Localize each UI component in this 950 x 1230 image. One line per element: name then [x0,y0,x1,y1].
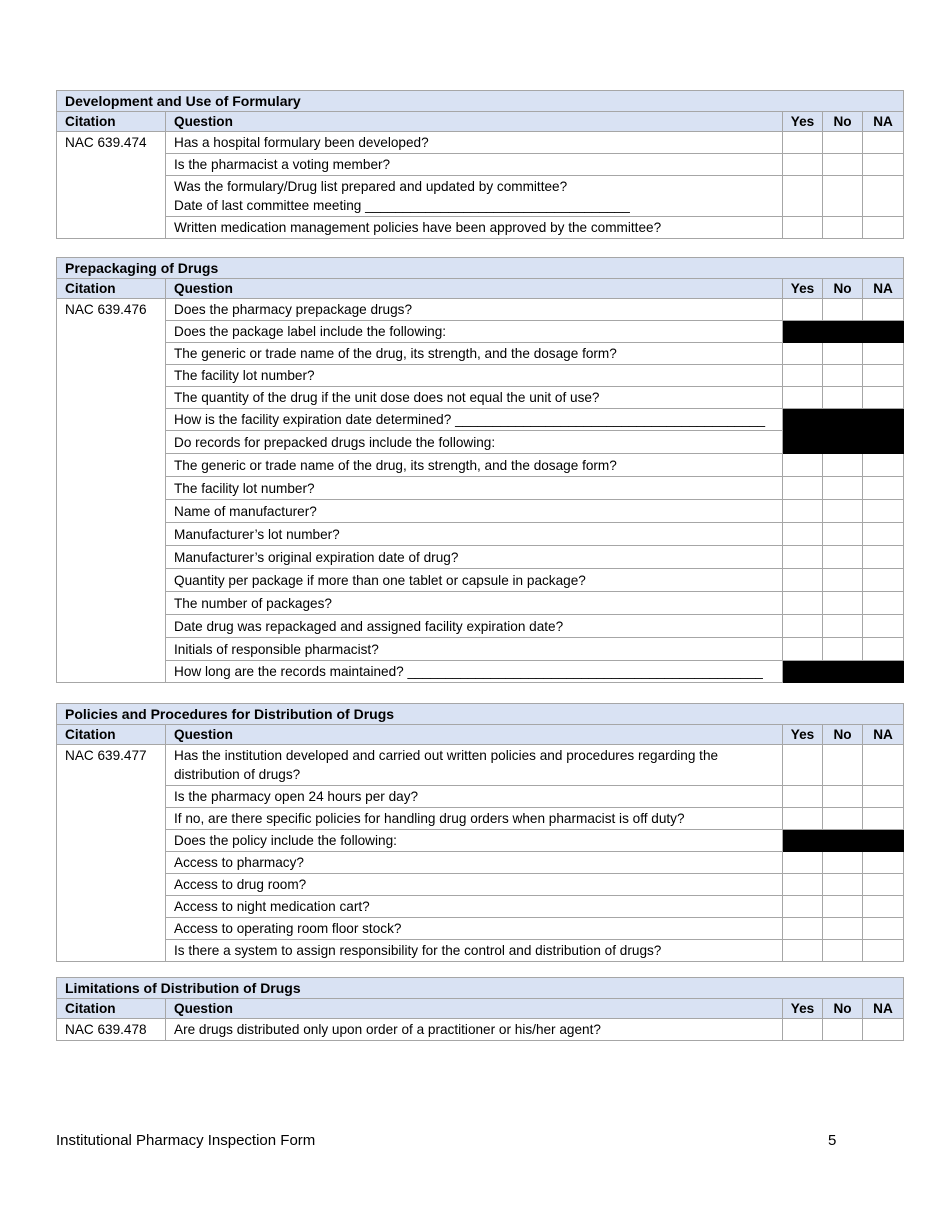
na-cell[interactable] [863,523,904,546]
no-header: No [823,999,863,1019]
no-cell[interactable] [823,523,863,546]
question-row [57,940,904,962]
na-cell[interactable] [863,176,904,217]
no-cell[interactable] [823,454,863,477]
na-cell[interactable] [863,940,904,962]
question: Access to drug room? [166,874,783,896]
question-row [57,523,904,546]
question: Does the pharmacy prepackage drugs? [166,299,783,321]
no-cell[interactable] [823,365,863,387]
question-header: Question [166,999,783,1019]
na-header: NA [863,279,904,299]
yes-header: Yes [783,279,823,299]
question: Access to night medication cart? [166,896,783,918]
yes-cell[interactable] [783,546,823,569]
citation: NAC 639.477 [57,745,166,962]
yes-cell[interactable] [783,299,823,321]
question-row [57,299,904,321]
no-cell[interactable] [823,638,863,661]
no-header: No [823,725,863,745]
yes-cell[interactable] [783,454,823,477]
question-line: Was the formulary/Drug list prepared and updated by committee? [174,179,568,194]
section-title: Development and Use of Formulary [57,91,904,112]
na-cell[interactable] [863,918,904,940]
citation-header: Citation [57,279,166,299]
no-cell[interactable] [823,918,863,940]
blocked-cell [863,409,904,431]
yes-cell[interactable] [783,852,823,874]
question-row [57,896,904,918]
no-cell[interactable] [823,745,863,786]
yes-cell[interactable] [783,176,823,217]
question: Does the package label include the following: [166,321,783,343]
question: If no, are there specific policies for handling drug orders when pharmacist is off duty? [166,808,783,830]
no-cell[interactable] [823,808,863,830]
question-row [57,661,904,683]
question: The quantity of the drug if the unit dose does not equal the unit of use? [166,387,783,409]
na-cell[interactable] [863,786,904,808]
na-cell[interactable] [863,808,904,830]
na-cell[interactable] [863,217,904,239]
yes-cell[interactable] [783,217,823,239]
na-cell[interactable] [863,299,904,321]
yes-cell[interactable] [783,523,823,546]
no-cell[interactable] [823,615,863,638]
yes-cell[interactable] [783,365,823,387]
na-cell[interactable] [863,454,904,477]
question-row [57,343,904,365]
yes-cell[interactable] [783,592,823,615]
yes-cell[interactable] [783,874,823,896]
no-cell[interactable] [823,299,863,321]
question-row [57,592,904,615]
section-title: Policies and Procedures for Distribution of Drugs [57,704,904,725]
no-cell[interactable] [823,786,863,808]
yes-cell[interactable] [783,132,823,154]
na-cell[interactable] [863,896,904,918]
question-row [57,918,904,940]
na-header: NA [863,112,904,132]
question: Initials of responsible pharmacist? [166,638,783,661]
na-header: NA [863,725,904,745]
question-row [57,638,904,661]
question-row [57,454,904,477]
question: Does the policy include the following: [166,830,783,852]
question: Manufacturer’s original expiration date of drug? [166,546,783,569]
no-cell[interactable] [823,1019,863,1041]
question: The generic or trade name of the drug, its strength, and the dosage form? [166,454,783,477]
question-row [57,615,904,638]
question-row [57,830,904,852]
question-row [57,431,904,454]
question: Written medication management policies have been approved by the committee? [166,217,783,239]
no-cell[interactable] [823,132,863,154]
footer-form-name: Institutional Pharmacy Inspection Form [56,1132,316,1149]
section-title: Prepackaging of Drugs [57,258,904,279]
question [166,176,783,217]
na-cell[interactable] [863,569,904,592]
yes-cell[interactable] [783,387,823,409]
question-header: Question [166,725,783,745]
citation: NAC 639.474 [57,132,166,239]
no-cell[interactable] [823,896,863,918]
question-row [57,500,904,523]
blocked-cell [823,409,863,431]
yes-cell[interactable] [783,940,823,962]
yes-cell[interactable] [783,615,823,638]
question: Access to pharmacy? [166,852,783,874]
question: The generic or trade name of the drug, its strength, and the dosage form? [166,343,783,365]
blocked-cell [823,830,863,852]
no-cell[interactable] [823,940,863,962]
yes-cell[interactable] [783,569,823,592]
no-cell[interactable] [823,569,863,592]
na-cell[interactable] [863,1019,904,1041]
question: Date drug was repackaged and assigned facility expiration date? [166,615,783,638]
no-cell[interactable] [823,852,863,874]
question-row [57,786,904,808]
citation-header: Citation [57,999,166,1019]
section-title: Limitations of Distribution of Drugs [57,978,904,999]
question: The number of packages? [166,592,783,615]
question-header: Question [166,279,783,299]
yes-header: Yes [783,112,823,132]
yes-cell[interactable] [783,918,823,940]
blocked-cell [783,830,823,852]
question-line: Date of last committee meeting ___________________________________ [174,198,630,213]
question-row [57,387,904,409]
citation-header: Citation [57,725,166,745]
question-row [57,745,904,786]
no-header: No [823,279,863,299]
na-cell[interactable] [863,592,904,615]
no-cell[interactable] [823,343,863,365]
na-cell[interactable] [863,745,904,786]
na-cell[interactable] [863,132,904,154]
blocked-cell [863,321,904,343]
na-cell[interactable] [863,546,904,569]
question: Is there a system to assign responsibility for the control and distribution of drugs? [166,940,783,962]
blocked-cell [863,661,904,683]
na-cell[interactable] [863,615,904,638]
question-row [57,409,904,431]
question: Is the pharmacist a voting member? [166,154,783,176]
blocked-cell [863,830,904,852]
question: Quantity per package if more than one tablet or capsule in package? [166,569,783,592]
na-cell[interactable] [863,154,904,176]
no-cell[interactable] [823,874,863,896]
yes-cell[interactable] [783,786,823,808]
na-cell[interactable] [863,852,904,874]
question-row [57,365,904,387]
na-cell[interactable] [863,365,904,387]
yes-cell[interactable] [783,500,823,523]
question: How is the facility expiration date determined? _________________________________________ [166,409,783,431]
yes-cell[interactable] [783,745,823,786]
na-header: NA [863,999,904,1019]
distribution-table [56,703,904,962]
na-cell[interactable] [863,500,904,523]
citation: NAC 639.476 [57,299,166,683]
blocked-cell [783,321,823,343]
no-cell[interactable] [823,546,863,569]
yes-cell[interactable] [783,477,823,500]
yes-header: Yes [783,725,823,745]
no-cell[interactable] [823,477,863,500]
footer-page-number: 5 [828,1132,837,1149]
blocked-cell [823,431,863,454]
question: Has the institution developed and carried out written policies and procedures regarding the distribution of drugs? [166,745,783,786]
no-cell[interactable] [823,176,863,217]
question: Are drugs distributed only upon order of a practitioner or his/her agent? [166,1019,783,1041]
na-cell[interactable] [863,343,904,365]
question-row [57,808,904,830]
formulary-table [56,90,904,239]
question-row [57,477,904,500]
yes-cell[interactable] [783,1019,823,1041]
question-row [57,852,904,874]
no-cell[interactable] [823,387,863,409]
blocked-cell [783,431,823,454]
blocked-cell [823,321,863,343]
question: The facility lot number? [166,477,783,500]
citation: NAC 639.478 [57,1019,166,1041]
question: The facility lot number? [166,365,783,387]
question: Has a hospital formulary been developed? [166,132,783,154]
na-cell[interactable] [863,477,904,500]
question: Manufacturer’s lot number? [166,523,783,546]
blocked-cell [783,409,823,431]
limitations-table [56,977,904,1041]
question: Access to operating room floor stock? [166,918,783,940]
no-cell[interactable] [823,500,863,523]
blocked-cell [783,661,823,683]
yes-cell[interactable] [783,808,823,830]
no-header: No [823,112,863,132]
prepackaging-table [56,257,904,683]
yes-cell[interactable] [783,154,823,176]
question: Name of manufacturer? [166,500,783,523]
question: How long are the records maintained? _______________________________________________ [166,661,783,683]
no-cell[interactable] [823,217,863,239]
yes-cell[interactable] [783,896,823,918]
na-cell[interactable] [863,638,904,661]
question-row [57,321,904,343]
citation-header: Citation [57,112,166,132]
na-cell[interactable] [863,874,904,896]
yes-cell[interactable] [783,638,823,661]
question: Is the pharmacy open 24 hours per day? [166,786,783,808]
na-cell[interactable] [863,387,904,409]
no-cell[interactable] [823,592,863,615]
yes-header: Yes [783,999,823,1019]
question-row [57,546,904,569]
question: Do records for prepacked drugs include the following: [166,431,783,454]
question-row [57,874,904,896]
blocked-cell [823,661,863,683]
blocked-cell [863,431,904,454]
question-row [57,569,904,592]
yes-cell[interactable] [783,343,823,365]
question-header: Question [166,112,783,132]
no-cell[interactable] [823,154,863,176]
